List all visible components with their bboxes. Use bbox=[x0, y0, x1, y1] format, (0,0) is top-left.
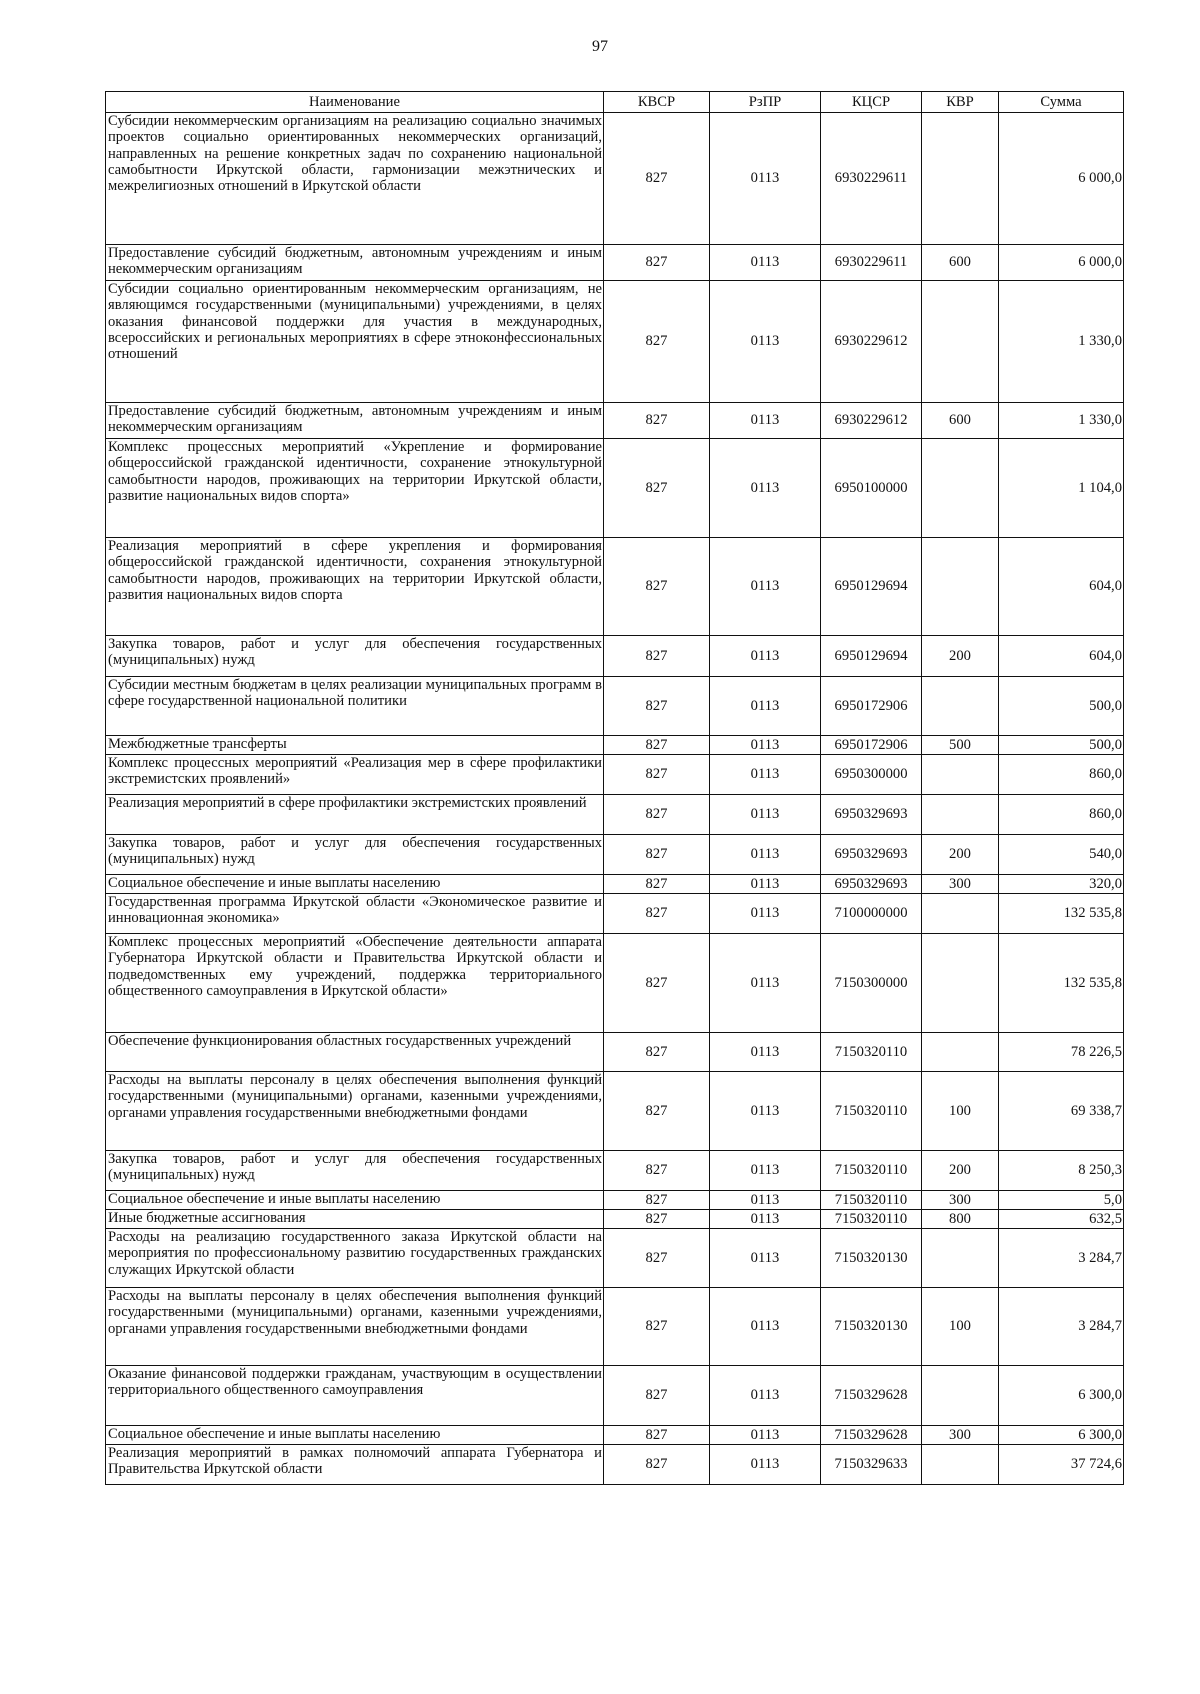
cell-kcsr: 6950129694 bbox=[821, 538, 922, 636]
table-row bbox=[106, 795, 1124, 835]
cell-sum: 860,0 bbox=[999, 795, 1124, 835]
budget-table bbox=[105, 91, 1124, 1485]
cell-kvr: 300 bbox=[922, 875, 999, 894]
cell-kvr: 300 bbox=[922, 1426, 999, 1445]
cell-kvsr: 827 bbox=[604, 1210, 710, 1229]
cell-sum: 540,0 bbox=[999, 835, 1124, 875]
cell-kvsr: 827 bbox=[604, 245, 710, 281]
table-row bbox=[106, 755, 1124, 795]
cell-kvsr: 827 bbox=[604, 835, 710, 875]
cell-rzpr: 0113 bbox=[710, 281, 821, 403]
cell-name: Комплекс процессных мероприятий «Укрепление и формирование общероссийской гражданской идентичности, сохранение этнокультурной самобытности народов, проживающих на территории Иркутской области, развитие национальных видов спорта» bbox=[106, 439, 604, 538]
cell-kvsr: 827 bbox=[604, 1191, 710, 1210]
cell-kvr bbox=[922, 755, 999, 795]
cell-name: Предоставление субсидий бюджетным, автономным учреждениям и иным некоммерческим организациям bbox=[106, 245, 604, 281]
cell-kvsr: 827 bbox=[604, 677, 710, 736]
cell-sum: 69 338,7 bbox=[999, 1072, 1124, 1151]
cell-rzpr: 0113 bbox=[710, 1072, 821, 1151]
cell-rzpr: 0113 bbox=[710, 1210, 821, 1229]
cell-kcsr: 6950129694 bbox=[821, 636, 922, 677]
cell-name: Расходы на выплаты персоналу в целях обеспечения выполнения функций государственными (муниципальными) органами, казенными учреждениями, органами управления государственными внебюджетными фондами bbox=[106, 1072, 604, 1151]
table-row bbox=[106, 1366, 1124, 1426]
cell-kvsr: 827 bbox=[604, 636, 710, 677]
cell-rzpr: 0113 bbox=[710, 875, 821, 894]
cell-sum: 132 535,8 bbox=[999, 894, 1124, 934]
header-sum: Сумма bbox=[999, 92, 1124, 113]
cell-rzpr: 0113 bbox=[710, 1229, 821, 1288]
cell-sum: 500,0 bbox=[999, 736, 1124, 755]
cell-kvsr: 827 bbox=[604, 1445, 710, 1485]
cell-rzpr: 0113 bbox=[710, 1445, 821, 1485]
table-row bbox=[106, 875, 1124, 894]
cell-sum: 78 226,5 bbox=[999, 1033, 1124, 1072]
cell-kcsr: 7150320130 bbox=[821, 1229, 922, 1288]
cell-name: Предоставление субсидий бюджетным, автономным учреждениям и иным некоммерческим организациям bbox=[106, 403, 604, 439]
table-row bbox=[106, 439, 1124, 538]
cell-kvr bbox=[922, 677, 999, 736]
cell-name: Расходы на реализацию государственного заказа Иркутской области на мероприятия по профессиональному развитию государственных гражданских служащих Иркутской области bbox=[106, 1229, 604, 1288]
cell-rzpr: 0113 bbox=[710, 1151, 821, 1191]
cell-name: Расходы на выплаты персоналу в целях обеспечения выполнения функций государственными (муниципальными) органами, казенными учреждениями, органами управления государственными внебюджетными фондами bbox=[106, 1288, 604, 1366]
table-row bbox=[106, 1191, 1124, 1210]
table-row bbox=[106, 1033, 1124, 1072]
cell-kcsr: 7150329628 bbox=[821, 1366, 922, 1426]
cell-kvr bbox=[922, 1229, 999, 1288]
cell-kcsr: 6950100000 bbox=[821, 439, 922, 538]
table-row bbox=[106, 736, 1124, 755]
cell-rzpr: 0113 bbox=[710, 245, 821, 281]
cell-sum: 6 000,0 bbox=[999, 245, 1124, 281]
cell-kvr: 100 bbox=[922, 1072, 999, 1151]
cell-rzpr: 0113 bbox=[710, 1191, 821, 1210]
table-row bbox=[106, 934, 1124, 1033]
cell-kvr bbox=[922, 113, 999, 245]
cell-kcsr: 7100000000 bbox=[821, 894, 922, 934]
cell-kvr bbox=[922, 894, 999, 934]
cell-kvr: 100 bbox=[922, 1288, 999, 1366]
cell-name: Социальное обеспечение и иные выплаты населению bbox=[106, 1426, 604, 1445]
cell-sum: 3 284,7 bbox=[999, 1229, 1124, 1288]
cell-kvr bbox=[922, 439, 999, 538]
cell-rzpr: 0113 bbox=[710, 736, 821, 755]
cell-rzpr: 0113 bbox=[710, 113, 821, 245]
cell-kvsr: 827 bbox=[604, 934, 710, 1033]
cell-kcsr: 6930229611 bbox=[821, 113, 922, 245]
cell-kvr bbox=[922, 538, 999, 636]
cell-kvsr: 827 bbox=[604, 538, 710, 636]
table-row bbox=[106, 1151, 1124, 1191]
cell-rzpr: 0113 bbox=[710, 538, 821, 636]
cell-kcsr: 6950329693 bbox=[821, 835, 922, 875]
cell-kvsr: 827 bbox=[604, 403, 710, 439]
cell-sum: 500,0 bbox=[999, 677, 1124, 736]
table-row bbox=[106, 636, 1124, 677]
cell-kcsr: 6950329693 bbox=[821, 875, 922, 894]
cell-sum: 6 300,0 bbox=[999, 1366, 1124, 1426]
cell-sum: 6 300,0 bbox=[999, 1426, 1124, 1445]
header-kcsr: КЦСР bbox=[821, 92, 922, 113]
cell-kvr: 200 bbox=[922, 636, 999, 677]
cell-kvr: 500 bbox=[922, 736, 999, 755]
cell-name: Субсидии социально ориентированным некоммерческим организациям, не являющимся государственными (муниципальными) учреждениями, в целях оказания финансовой поддержки для участия в международных, всероссийских и региональных мероприятиях в сфере этноконфессиональных отношений bbox=[106, 281, 604, 403]
cell-sum: 37 724,6 bbox=[999, 1445, 1124, 1485]
cell-kvsr: 827 bbox=[604, 894, 710, 934]
cell-sum: 1 330,0 bbox=[999, 281, 1124, 403]
cell-name: Социальное обеспечение и иные выплаты населению bbox=[106, 1191, 604, 1210]
cell-kvsr: 827 bbox=[604, 795, 710, 835]
cell-kvsr: 827 bbox=[604, 1426, 710, 1445]
table-row bbox=[106, 677, 1124, 736]
cell-sum: 5,0 bbox=[999, 1191, 1124, 1210]
cell-kvsr: 827 bbox=[604, 439, 710, 538]
cell-sum: 132 535,8 bbox=[999, 934, 1124, 1033]
cell-kvr: 300 bbox=[922, 1191, 999, 1210]
cell-name: Субсидии некоммерческим организациям на реализацию социально значимых проектов социально ориентированных некоммерческих организаций, направленных на решение конкретных задач по сохранению национальной самобытности Иркутской области, гармонизации межэтнических и межрелигиозных отношений в Иркутской области bbox=[106, 113, 604, 245]
table-row bbox=[106, 835, 1124, 875]
cell-kvsr: 827 bbox=[604, 113, 710, 245]
table-row bbox=[106, 113, 1124, 245]
cell-sum: 320,0 bbox=[999, 875, 1124, 894]
cell-rzpr: 0113 bbox=[710, 403, 821, 439]
cell-kcsr: 7150300000 bbox=[821, 934, 922, 1033]
header-rzpr: РзПР bbox=[710, 92, 821, 113]
cell-kvsr: 827 bbox=[604, 1033, 710, 1072]
cell-kvsr: 827 bbox=[604, 1229, 710, 1288]
cell-sum: 604,0 bbox=[999, 636, 1124, 677]
cell-rzpr: 0113 bbox=[710, 1288, 821, 1366]
cell-sum: 1 104,0 bbox=[999, 439, 1124, 538]
table-row bbox=[106, 281, 1124, 403]
cell-sum: 6 000,0 bbox=[999, 113, 1124, 245]
table-row bbox=[106, 894, 1124, 934]
cell-name: Межбюджетные трансферты bbox=[106, 736, 604, 755]
cell-rzpr: 0113 bbox=[710, 835, 821, 875]
cell-kvsr: 827 bbox=[604, 736, 710, 755]
cell-rzpr: 0113 bbox=[710, 1366, 821, 1426]
cell-kcsr: 7150329633 bbox=[821, 1445, 922, 1485]
cell-name: Реализация мероприятий в рамках полномочий аппарата Губернатора и Правительства Иркутской области bbox=[106, 1445, 604, 1485]
cell-kvsr: 827 bbox=[604, 875, 710, 894]
cell-name: Оказание финансовой поддержки гражданам, участвующим в осуществлении территориального общественного самоуправления bbox=[106, 1366, 604, 1426]
cell-kvsr: 827 bbox=[604, 1288, 710, 1366]
cell-kcsr: 6950300000 bbox=[821, 755, 922, 795]
cell-rzpr: 0113 bbox=[710, 1426, 821, 1445]
cell-kvsr: 827 bbox=[604, 281, 710, 403]
cell-kvsr: 827 bbox=[604, 1072, 710, 1151]
cell-rzpr: 0113 bbox=[710, 1033, 821, 1072]
cell-kcsr: 6930229612 bbox=[821, 403, 922, 439]
cell-rzpr: 0113 bbox=[710, 934, 821, 1033]
cell-kvsr: 827 bbox=[604, 1366, 710, 1426]
cell-name: Реализация мероприятий в сфере укрепления и формирования общероссийской гражданской идентичности, сохранения этнокультурной самобытности народов, проживающих на территории Иркутской области, развития национальных видов спорта bbox=[106, 538, 604, 636]
cell-kcsr: 7150320110 bbox=[821, 1033, 922, 1072]
table-row bbox=[106, 245, 1124, 281]
cell-sum: 1 330,0 bbox=[999, 403, 1124, 439]
cell-rzpr: 0113 bbox=[710, 677, 821, 736]
cell-kvr: 200 bbox=[922, 835, 999, 875]
cell-rzpr: 0113 bbox=[710, 795, 821, 835]
cell-name: Обеспечение функционирования областных государственных учреждений bbox=[106, 1033, 604, 1072]
cell-kcsr: 7150320110 bbox=[821, 1191, 922, 1210]
cell-kvr: 600 bbox=[922, 245, 999, 281]
cell-kvr: 800 bbox=[922, 1210, 999, 1229]
cell-name: Комплекс процессных мероприятий «Реализация мер в сфере профилактики экстремистских проявлений» bbox=[106, 755, 604, 795]
cell-kcsr: 7150329628 bbox=[821, 1426, 922, 1445]
header-name: Наименование bbox=[106, 92, 604, 113]
table-header-row bbox=[106, 92, 1124, 113]
cell-sum: 604,0 bbox=[999, 538, 1124, 636]
table-row bbox=[106, 1229, 1124, 1288]
cell-kvr bbox=[922, 1366, 999, 1426]
cell-kvr: 600 bbox=[922, 403, 999, 439]
table-row bbox=[106, 1445, 1124, 1485]
cell-kcsr: 6950329693 bbox=[821, 795, 922, 835]
cell-name: Государственная программа Иркутской области «Экономическое развитие и инновационная экономика» bbox=[106, 894, 604, 934]
cell-kcsr: 7150320110 bbox=[821, 1072, 922, 1151]
cell-kvr: 200 bbox=[922, 1151, 999, 1191]
cell-sum: 8 250,3 bbox=[999, 1151, 1124, 1191]
table-row bbox=[106, 1210, 1124, 1229]
table-body bbox=[106, 113, 1124, 1485]
cell-kcsr: 7150320110 bbox=[821, 1151, 922, 1191]
cell-kvr bbox=[922, 1445, 999, 1485]
table-row bbox=[106, 538, 1124, 636]
cell-kcsr: 7150320130 bbox=[821, 1288, 922, 1366]
cell-kvr bbox=[922, 281, 999, 403]
table-row bbox=[106, 1072, 1124, 1151]
cell-name: Закупка товаров, работ и услуг для обеспечения государственных (муниципальных) нужд bbox=[106, 1151, 604, 1191]
cell-name: Субсидии местным бюджетам в целях реализации муниципальных программ в сфере государственной национальной политики bbox=[106, 677, 604, 736]
cell-kvr bbox=[922, 1033, 999, 1072]
cell-name: Иные бюджетные ассигнования bbox=[106, 1210, 604, 1229]
cell-rzpr: 0113 bbox=[710, 636, 821, 677]
cell-kcsr: 6930229611 bbox=[821, 245, 922, 281]
cell-name: Комплекс процессных мероприятий «Обеспечение деятельности аппарата Губернатора Иркутской области и Правительства Иркутской области и подведомственных ему учреждений, поддержка территориального общественного самоуправления в Иркутской области» bbox=[106, 934, 604, 1033]
cell-kvsr: 827 bbox=[604, 1151, 710, 1191]
cell-kvr bbox=[922, 934, 999, 1033]
header-kvr: КВР bbox=[922, 92, 999, 113]
cell-kvsr: 827 bbox=[604, 755, 710, 795]
cell-name: Социальное обеспечение и иные выплаты населению bbox=[106, 875, 604, 894]
cell-rzpr: 0113 bbox=[710, 894, 821, 934]
cell-name: Реализация мероприятий в сфере профилактики экстремистских проявлений bbox=[106, 795, 604, 835]
cell-kvr bbox=[922, 795, 999, 835]
cell-kcsr: 7150320110 bbox=[821, 1210, 922, 1229]
cell-kcsr: 6950172906 bbox=[821, 677, 922, 736]
cell-sum: 3 284,7 bbox=[999, 1288, 1124, 1366]
cell-sum: 860,0 bbox=[999, 755, 1124, 795]
header-kvsr: КВСР bbox=[604, 92, 710, 113]
cell-kcsr: 6950172906 bbox=[821, 736, 922, 755]
page-number: 97 bbox=[592, 38, 608, 55]
cell-name: Закупка товаров, работ и услуг для обеспечения государственных (муниципальных) нужд bbox=[106, 636, 604, 677]
cell-sum: 632,5 bbox=[999, 1210, 1124, 1229]
table-row bbox=[106, 403, 1124, 439]
cell-rzpr: 0113 bbox=[710, 439, 821, 538]
table-row bbox=[106, 1426, 1124, 1445]
table-row bbox=[106, 1288, 1124, 1366]
cell-kcsr: 6930229612 bbox=[821, 281, 922, 403]
cell-name: Закупка товаров, работ и услуг для обеспечения государственных (муниципальных) нужд bbox=[106, 835, 604, 875]
cell-rzpr: 0113 bbox=[710, 755, 821, 795]
